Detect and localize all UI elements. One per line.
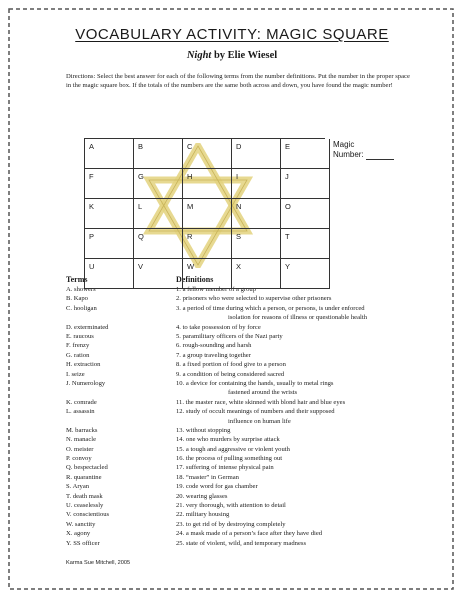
definition-text: 24. a mask made of a person’s face after they have died [176,530,323,538]
page-title: VOCABULARY ACTIVITY: MAGIC SQUARE [75,26,389,43]
grid-cell-m[interactable]: M [183,199,232,229]
definition-text: 25. state of violent, wild, and temporary madness [176,539,307,547]
definition-text: 20. wearing glasses [176,492,228,500]
definition-continuation: influence on human life [228,417,291,425]
definition-item [176,407,426,426]
term-item: G. ration [66,351,90,359]
definition-text: 8. a fixed portion of food give to a person [176,361,286,369]
definition-item [176,454,426,463]
definition-item [176,445,426,454]
definition-item [176,482,426,491]
definitions-list [176,285,426,548]
term-item: J. Numerology [66,379,106,387]
grid-cell-t[interactable]: T [281,229,330,259]
definition-text: 23. to get rid of by destroying completely [176,520,286,528]
grid-cell-d[interactable]: D [232,139,281,169]
grid-cell-c[interactable]: C [183,139,232,169]
grid-cell-w[interactable]: W [183,259,232,289]
definition-text: 22. military housing [176,511,230,519]
term-item: U. ceaselessly [66,502,104,510]
definition-item [176,492,426,501]
grid-cell-x[interactable]: X [232,259,281,289]
definition-item [176,539,426,548]
term-item: K. comrade [66,398,97,406]
term-item: M. barracks [66,426,98,434]
definition-text: 3. a period of time during which a person, or persons, is under enforced [176,304,365,312]
definition-text: 12. study of occult meanings of numbers and their supposed [176,408,335,416]
term-item: T. death mask [66,492,103,500]
grid-cell-b[interactable]: B [134,139,183,169]
grid-cell-h[interactable]: H [183,169,232,199]
term-item: Y. SS officer [66,539,100,547]
definition-item [176,501,426,510]
author-text: by Elie Wiesel [213,50,278,61]
definition-text: 1. a fellow member of a group [176,286,257,293]
definition-text: 6. rough-sounding and harsh [176,342,252,350]
definitions-header: Definitions [176,275,214,284]
definition-continuation: isolation for reasons of illness or questionable health [228,314,367,322]
term-item: I. seize [66,370,85,378]
book-title: Night [186,50,212,61]
terms-header: Terms [66,275,88,284]
grid-cell-g[interactable]: G [134,169,183,199]
definition-text: 2. prisoners who were selected to supervise other prisoners [176,295,332,303]
definition-text: 11. the master race, white skinned with blond hair and blue eyes [176,398,346,406]
directions-text: Directions: Select the best answer for each of the following terms from the number definitions. Put the number in the proper space in the magic square box. If the totals of the numbers are the same both across and down, you have found the magic number! [66,73,410,90]
definition-item [176,360,426,369]
grid-cell-p[interactable]: P [85,229,134,259]
definition-item [176,426,426,435]
term-item: B. Kapo [66,295,88,303]
grid-cell-s[interactable]: S [232,229,281,259]
term-item: W. sanctity [66,520,96,528]
definition-item [176,463,426,472]
term-item: E. raucous [66,332,94,340]
definition-item [176,341,426,350]
definition-text: 13. without stopping [176,426,231,434]
term-item: P. convoy [66,455,92,463]
grid-cell-i[interactable]: I [232,169,281,199]
grid-cell-j[interactable]: J [281,169,330,199]
magic-number-field [333,140,394,160]
magic-number-blank[interactable] [366,151,394,160]
term-item: X. agony [66,530,91,538]
magic-label: Magic [333,140,355,149]
definition-text: 18. “master” in German [176,473,239,481]
grid-cell-v[interactable]: V [134,259,183,289]
definition-text: 4. to take possession of by force [176,323,261,331]
definition-text: 21. very thorough, with attention to detail [176,502,286,510]
footer-credit: Karma Sue Mitchell, 2005 [66,560,131,566]
definition-item [176,435,426,444]
grid-cell-l[interactable]: L [134,199,183,229]
definition-text: 10. a device for containing the hands, usually to metal rings [176,379,334,387]
definition-text: 9. a condition of being considered sacred [176,370,285,378]
definition-text: 16. the process of pulling something out [176,455,283,463]
term-item: V. conscientious [66,511,110,519]
definition-text: 5. paramilitary officers of the Nazi party [176,332,283,340]
grid-cell-r[interactable]: R [183,229,232,259]
definition-text: 19. code word for gas chamber [176,483,258,491]
grid-cell-y[interactable]: Y [281,259,330,289]
grid-cell-f[interactable]: F [85,169,134,199]
page-subtitle [0,50,464,61]
grid-cell-q[interactable]: Q [134,229,183,259]
grid-cell-k[interactable]: K [85,199,134,229]
definition-item [176,332,426,341]
terms-list [66,285,166,548]
term-item: Q. bespectacled [66,464,108,472]
term-item: D. exterminated [66,323,109,331]
term-item: O. meister [66,445,94,453]
definition-item [176,398,426,407]
definition-item [176,473,426,482]
magic-square-grid [84,138,325,289]
definition-item [176,370,426,379]
definition-item [176,510,426,519]
term-item: S. Aryan [66,483,90,491]
definition-continuation: fastened around the wrists [228,389,298,397]
definition-item [176,351,426,360]
term-item: C. hooligan [66,304,97,312]
definition-text: 15. a tough and aggressive or violent youth [176,445,290,453]
term-item: L. assassin [66,408,95,416]
definition-item [176,379,426,398]
definition-item [176,294,426,303]
definition-item [176,529,426,538]
definition-item [176,520,426,529]
definition-text: 14. one who murders by surprise attack [176,436,280,444]
grid-cell-o[interactable]: O [281,199,330,229]
grid-cell-e[interactable]: E [281,139,330,169]
grid-cell-a[interactable]: A [85,139,134,169]
term-item: H. extraction [66,361,101,369]
grid-cell-u[interactable]: U [85,259,134,289]
definition-text: 7. a group traveling together [176,351,251,359]
definition-item [176,304,426,323]
term-item: N. manacle [66,436,97,444]
number-label: Number: [333,150,364,159]
grid-cell-n[interactable]: N [232,199,281,229]
term-item: F. frenzy [66,342,90,350]
term-item: R. quarantine [66,473,102,481]
definition-item [176,323,426,332]
term-item: A. showers [66,286,96,293]
definition-text: 17. suffering of intense physical pain [176,464,274,472]
